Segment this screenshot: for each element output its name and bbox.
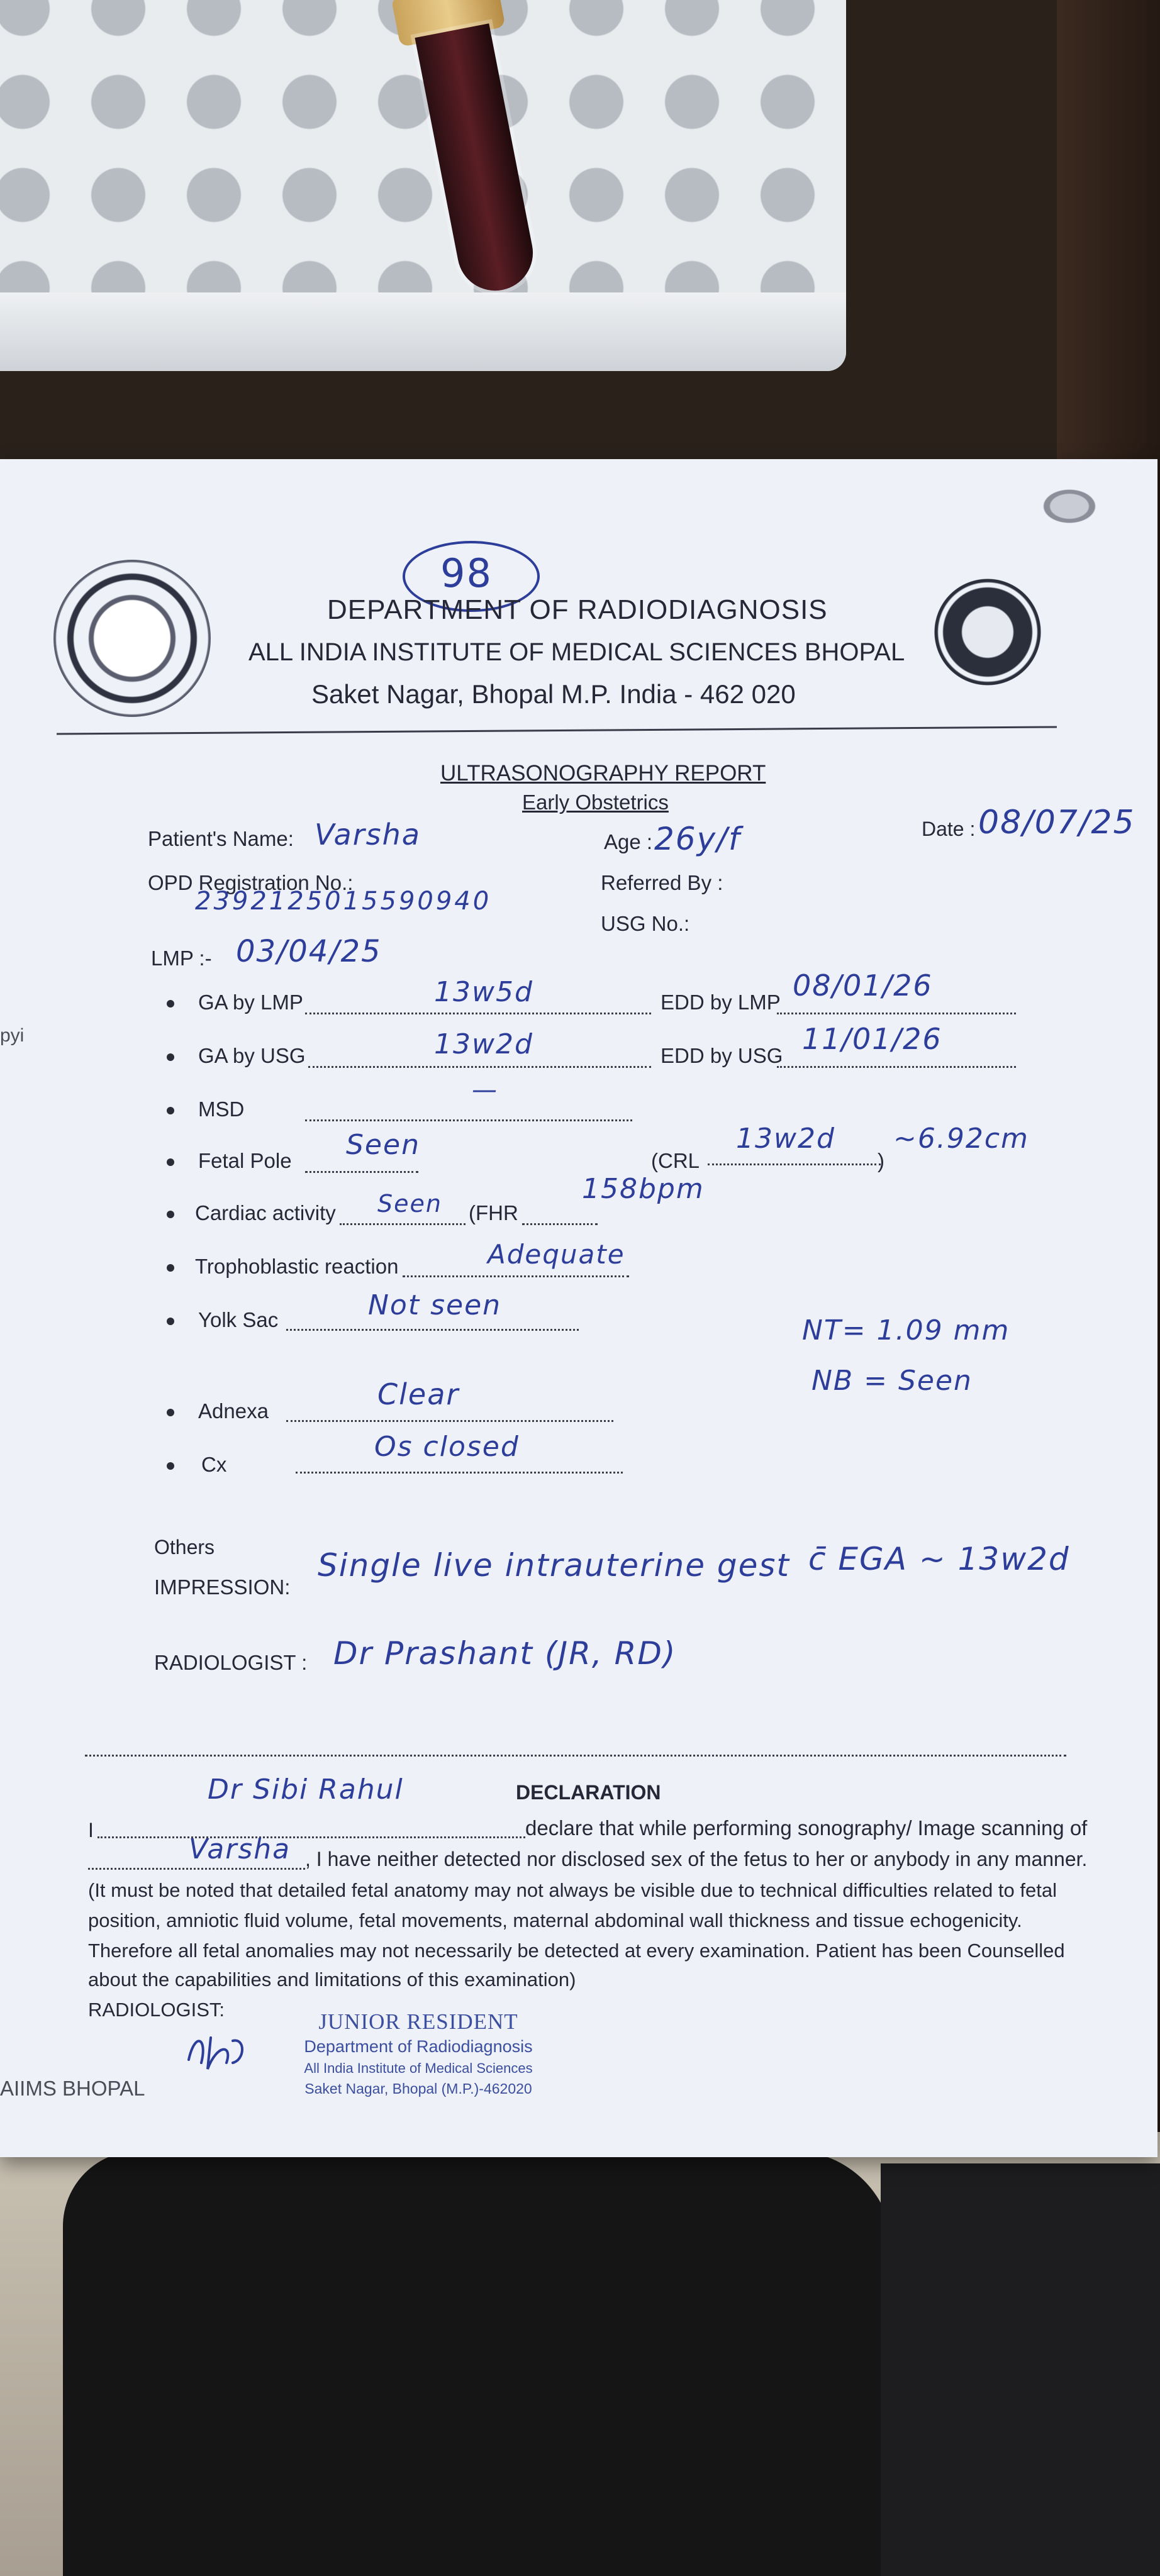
declaration-line2: , I have neither detected nor disclosed sex of the fetus to her or anybody in any manner. bbox=[305, 1848, 1088, 1870]
edd-usg-value: 11/01/26 bbox=[802, 1022, 942, 1056]
ga-usg-value: 13w2d bbox=[434, 1028, 533, 1060]
bullet bbox=[167, 1211, 174, 1218]
radiologist-label: RADIOLOGIST : bbox=[154, 1651, 308, 1674]
patient-name-label: Patient's Name: bbox=[148, 827, 294, 850]
aiims-emblem-icon bbox=[53, 560, 211, 717]
report-subtitle: Early Obstetrics bbox=[522, 791, 669, 814]
ga-lmp-value: 13w5d bbox=[434, 976, 533, 1008]
resident-stamp bbox=[286, 2009, 550, 2097]
dotted-line bbox=[708, 1163, 881, 1165]
declaration-title: DECLARATION bbox=[516, 1781, 661, 1804]
bullet bbox=[167, 1409, 174, 1416]
dotted-line bbox=[340, 1223, 466, 1225]
bullet bbox=[167, 1264, 174, 1272]
age-label: Age : bbox=[604, 830, 653, 853]
fetal-pole-value: Seen bbox=[346, 1129, 420, 1161]
corner-seal-icon bbox=[1025, 478, 1113, 535]
declaration-line1: declare that while performing sonography/ Image scanning of bbox=[525, 1816, 1088, 1840]
age-value: 26y/f bbox=[654, 821, 741, 857]
ultrasonography-report-paper bbox=[0, 459, 1157, 2157]
yolk-sac-label: Yolk Sac bbox=[198, 1308, 279, 1331]
radiologist-value: Dr Prashant (JR, RD) bbox=[333, 1635, 677, 1672]
nt-measurement: NT= 1.09 mm bbox=[802, 1314, 1010, 1346]
bullet bbox=[167, 1107, 174, 1114]
declaration-patient: Varsha bbox=[189, 1833, 291, 1865]
declaration-line6: about the capabilities and limitations of this examination) bbox=[88, 1968, 576, 1990]
crl-value: 13w2d bbox=[736, 1123, 835, 1155]
fhr-label: (FHR bbox=[469, 1201, 518, 1224]
msd-value: — bbox=[472, 1075, 498, 1104]
dotted-line bbox=[777, 1013, 1016, 1014]
crl-close: ) bbox=[878, 1149, 884, 1172]
declaration-line5: Therefore all fetal anomalies may not necessarily be detected at every examination. Patient has been Counselled bbox=[88, 1940, 1065, 1962]
others-label: Others bbox=[154, 1536, 215, 1558]
trophoblastic-value: Adequate bbox=[488, 1239, 625, 1270]
stamp-line1: JUNIOR RESIDENT bbox=[318, 2009, 518, 2034]
cardiac-activity-label: Cardiac activity bbox=[195, 1201, 336, 1224]
circled-number-text: 98 bbox=[440, 550, 493, 596]
stamp-line3: All India Institute of Medical Sciences bbox=[304, 2060, 533, 2076]
declarant-name: Dr Sibi Rahul bbox=[208, 1774, 404, 1806]
stamp-line2: Department of Radiodiagnosis bbox=[304, 2037, 533, 2056]
bullet bbox=[167, 1318, 174, 1325]
impression-label: IMPRESSION: bbox=[154, 1575, 291, 1599]
lmp-label: LMP :- bbox=[151, 947, 212, 970]
cx-label: Cx bbox=[201, 1453, 227, 1476]
dotted-line bbox=[286, 1420, 613, 1422]
declaration-radiologist-label: RADIOLOGIST: bbox=[88, 1999, 225, 2021]
footer-aiims-bhopal: AIIMS BHOPAL bbox=[0, 2077, 145, 2100]
edd-usg-label: EDD by USG bbox=[661, 1044, 783, 1067]
section-divider bbox=[85, 1755, 1066, 1757]
yolk-sac-value: Not seen bbox=[368, 1289, 502, 1321]
dotted-line bbox=[308, 1066, 651, 1068]
report-title: ULTRASONOGRAPHY REPORT bbox=[440, 761, 766, 786]
dotted-line bbox=[88, 1868, 305, 1870]
edd-lmp-value: 08/01/26 bbox=[793, 969, 933, 1002]
dark-object bbox=[881, 2163, 1160, 2576]
dotted-line bbox=[98, 1836, 525, 1838]
bullet bbox=[167, 1000, 174, 1008]
cardiac-activity-value: Seen bbox=[377, 1190, 442, 1218]
patient-name-value: Varsha bbox=[315, 818, 421, 852]
dotted-line bbox=[305, 1119, 632, 1121]
declaration-line4: position, amniotic fluid volume, fetal movements, maternal abdominal wall thickness and tissue echogenicity. bbox=[88, 1909, 1022, 1931]
msd-label: MSD bbox=[198, 1097, 245, 1121]
dotted-line bbox=[522, 1223, 598, 1225]
fetal-pole-label: Fetal Pole bbox=[198, 1149, 292, 1172]
date-label: Date : bbox=[922, 818, 976, 840]
dotted-line bbox=[777, 1066, 1016, 1068]
bullet bbox=[167, 1053, 174, 1061]
lmp-value: 03/04/25 bbox=[236, 934, 382, 969]
department-emblem-icon bbox=[934, 579, 1041, 686]
crl-label: (CRL bbox=[651, 1149, 700, 1172]
adnexa-label: Adnexa bbox=[198, 1399, 269, 1423]
opd-label: OPD Registration No.: bbox=[148, 871, 354, 894]
dotted-line bbox=[305, 1171, 418, 1173]
institute-address: Saket Nagar, Bhopal M.P. India - 462 020 bbox=[311, 679, 796, 709]
referred-by-label: Referred By : bbox=[601, 871, 723, 894]
ga-usg-label: GA by USG bbox=[198, 1044, 306, 1067]
nasal-bone-note: NB = Seen bbox=[811, 1365, 973, 1397]
dotted-line bbox=[296, 1472, 623, 1474]
declaration-line3: (It must be noted that detailed fetal anatomy may not always be visible due to technical difficulties related to fetal bbox=[88, 1879, 1057, 1901]
institute-name: ALL INDIA INSTITUTE OF MEDICAL SCIENCES BHOPAL bbox=[248, 638, 905, 666]
crl-size: ~6.92cm bbox=[893, 1123, 1029, 1155]
adnexa-value: Clear bbox=[377, 1377, 460, 1411]
declaration-i: I bbox=[88, 1819, 94, 1841]
dark-cloth bbox=[63, 2151, 893, 2576]
opd-value: 2392125015590940 bbox=[195, 887, 492, 916]
department-title: DEPARTMENT OF RADIODIAGNOSIS bbox=[327, 594, 828, 625]
usg-no-label: USG No.: bbox=[601, 912, 690, 935]
impression-value: Single live intrauterine gest bbox=[318, 1547, 791, 1584]
header-divider bbox=[57, 726, 1057, 735]
bullet bbox=[167, 1462, 174, 1470]
edd-lmp-label: EDD by LMP bbox=[661, 991, 781, 1014]
ga-lmp-label: GA by LMP bbox=[198, 991, 303, 1014]
bullet bbox=[167, 1158, 174, 1166]
signature-icon bbox=[182, 2025, 252, 2075]
cx-value: Os closed bbox=[374, 1431, 520, 1463]
trophoblastic-label: Trophoblastic reaction bbox=[195, 1255, 399, 1278]
stamp-line4: Saket Nagar, Bhopal (M.P.)-462020 bbox=[304, 2080, 532, 2097]
dotted-line bbox=[305, 1013, 651, 1014]
fhr-value: 158bpm bbox=[582, 1173, 705, 1205]
dotted-line bbox=[286, 1329, 579, 1331]
impression-tail: c̄ EGA ~ 13w2d bbox=[808, 1541, 1070, 1577]
date-value: 08/07/25 bbox=[978, 804, 1135, 841]
dotted-line bbox=[403, 1275, 629, 1277]
edge-text: pyi bbox=[0, 1025, 25, 1046]
